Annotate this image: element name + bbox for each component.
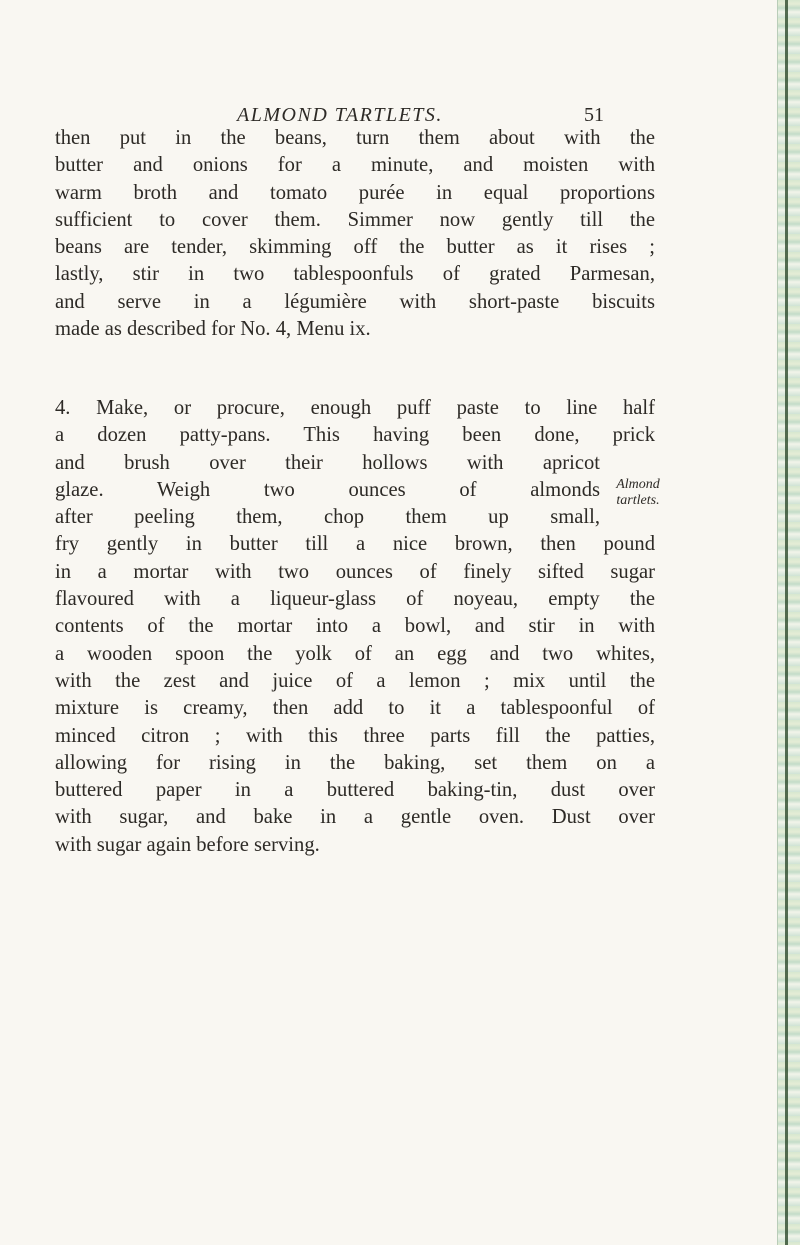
text-line: with sugar, and bake in a gentle oven. Dust over [55,806,655,829]
text-line: minced citron ; with this three parts fill the patties, [55,724,655,747]
text-line: allowing for rising in the baking, set them on a [55,751,655,774]
book-edge [777,0,800,1245]
text-line: made as described for No. 4, Menu ix. [55,318,371,341]
text-line: a dozen patty-pans. This having been done, prick [55,424,655,447]
marginal-note-line: tartlets. [616,493,660,508]
text-line: mixture is creamy, then add to it a tablespoonful of [55,697,655,720]
text-line: lastly, stir in two tablespoonfuls of grated Parmesan, [55,263,655,286]
paragraph-2 [55,395,655,859]
marginal-note-line: Almond [616,477,660,492]
text-line: in a mortar with two ounces of finely sifted sugar [55,560,655,583]
paragraph-1 [55,125,655,343]
text-line: and serve in a légumière with short-paste biscuits [55,290,655,313]
text-line: after peeling them, chop them up small, [55,506,600,529]
text-line: sufficient to cover them. Simmer now gently till the [55,208,655,231]
text-line: a wooden spoon the yolk of an egg and two whites, [55,642,655,665]
running-title: ALMOND TARTLETS. [237,104,443,126]
text-line: then put in the beans, turn them about with the [55,127,655,149]
text-line: beans are tender, skimming off the butter as it rises ; [55,236,655,259]
text-line: with the zest and juice of a lemon ; mix until the [55,669,655,692]
text-line: contents of the mortar into a bowl, and stir in with [55,615,655,638]
text-line: butter and onions for a minute, and moisten with [55,154,655,177]
text-line: 4. Make, or procure, enough puff paste to line half [55,397,655,419]
text-line: and brush over their hollows with apricot [55,451,600,474]
text-line: fry gently in butter till a nice brown, then pound [55,533,655,556]
text-line: flavoured with a liqueur-glass of noyeau, empty the [55,588,655,611]
text-line: with sugar again before serving. [55,833,320,856]
text-line: warm broth and tomato purée in equal proportions [55,181,655,204]
book-edge-line [785,0,788,1245]
marginal-note [611,477,665,509]
text-line: glaze. Weigh two ounces of almonds [55,478,600,501]
page-number: 51 [584,104,604,126]
text-line: buttered paper in a buttered baking-tin, dust over [55,779,655,802]
